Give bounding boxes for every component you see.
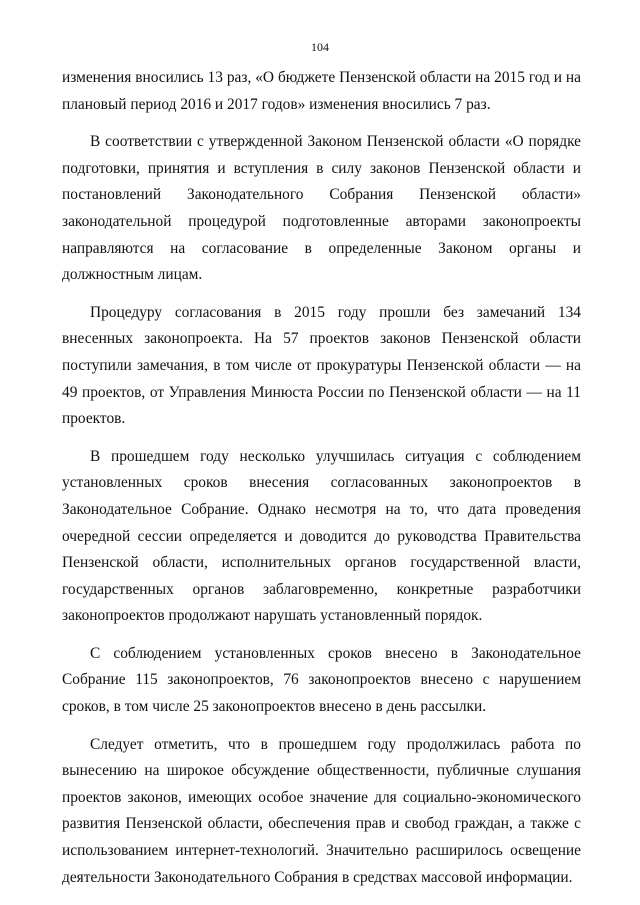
paragraph-continuation: изменения вносились 13 раз, «О бюджете Пензенской области на 2015 год и на плановый период 2016 и 2017 годов» изменения вносились 7 раз. — [62, 69, 581, 113]
paragraph-approval-procedure: В соответствии с утвержденной Законом Пензенской области «О порядке подготовки, принятия и вступления в силу законов Пензенской области и постановлений Законодательного Собрания Пензенской области» законодательной процедурой подготовленные авторами законопроекты направляются на согласование в определенные Законом органы и должностным лицам. — [62, 133, 581, 284]
paragraph-public-discussion: Следует отметить, что в прошедшем году продолжилась работа по вынесению на широкое обсуждение общественности, публичные слушания проектов законов, имеющих особое значение для социально-экономического развития Пензенской области, обеспечения прав и свобод граждан, а также с использованием интернет-технологий. Значительно расширилось освещение деятельности Законодательного Собрания в средствах массовой информации. — [62, 735, 581, 886]
page-number: 104 — [311, 40, 329, 54]
paragraph-approval-results: Процедуру согласования в 2015 году прошли без замечаний 134 внесенных законопроекта. На 57 проектов законов Пензенской области поступили замечания, в том числе от прокуратуры Пензенской области — на 49 проектов, от Управления Минюста России по Пензенской области — на 11 проектов. — [62, 303, 581, 428]
document-body — [62, 65, 581, 891]
paragraph-submission-deadlines: В прошедшем году несколько улучшилась ситуация с соблюдением установленных сроков внесения согласованных законопроектов в Законодательное Собрание. Однако несмотря на то, что дата проведения очередной сессии определяется и доводится до руководства Правительства Пензенской области, исполнительных органов государственной власти, государственных органов заблаговременно, конкретные разработчики законопроектов продолжают нарушать установленный порядок. — [62, 447, 581, 625]
paragraph-submission-statistics: С соблюдением установленных сроков внесено в Законодательное Собрание 115 законопроектов, 76 законопроектов внесено с нарушением сроков, в том числе 25 законопроектов внесено в день рассылки. — [62, 644, 581, 716]
